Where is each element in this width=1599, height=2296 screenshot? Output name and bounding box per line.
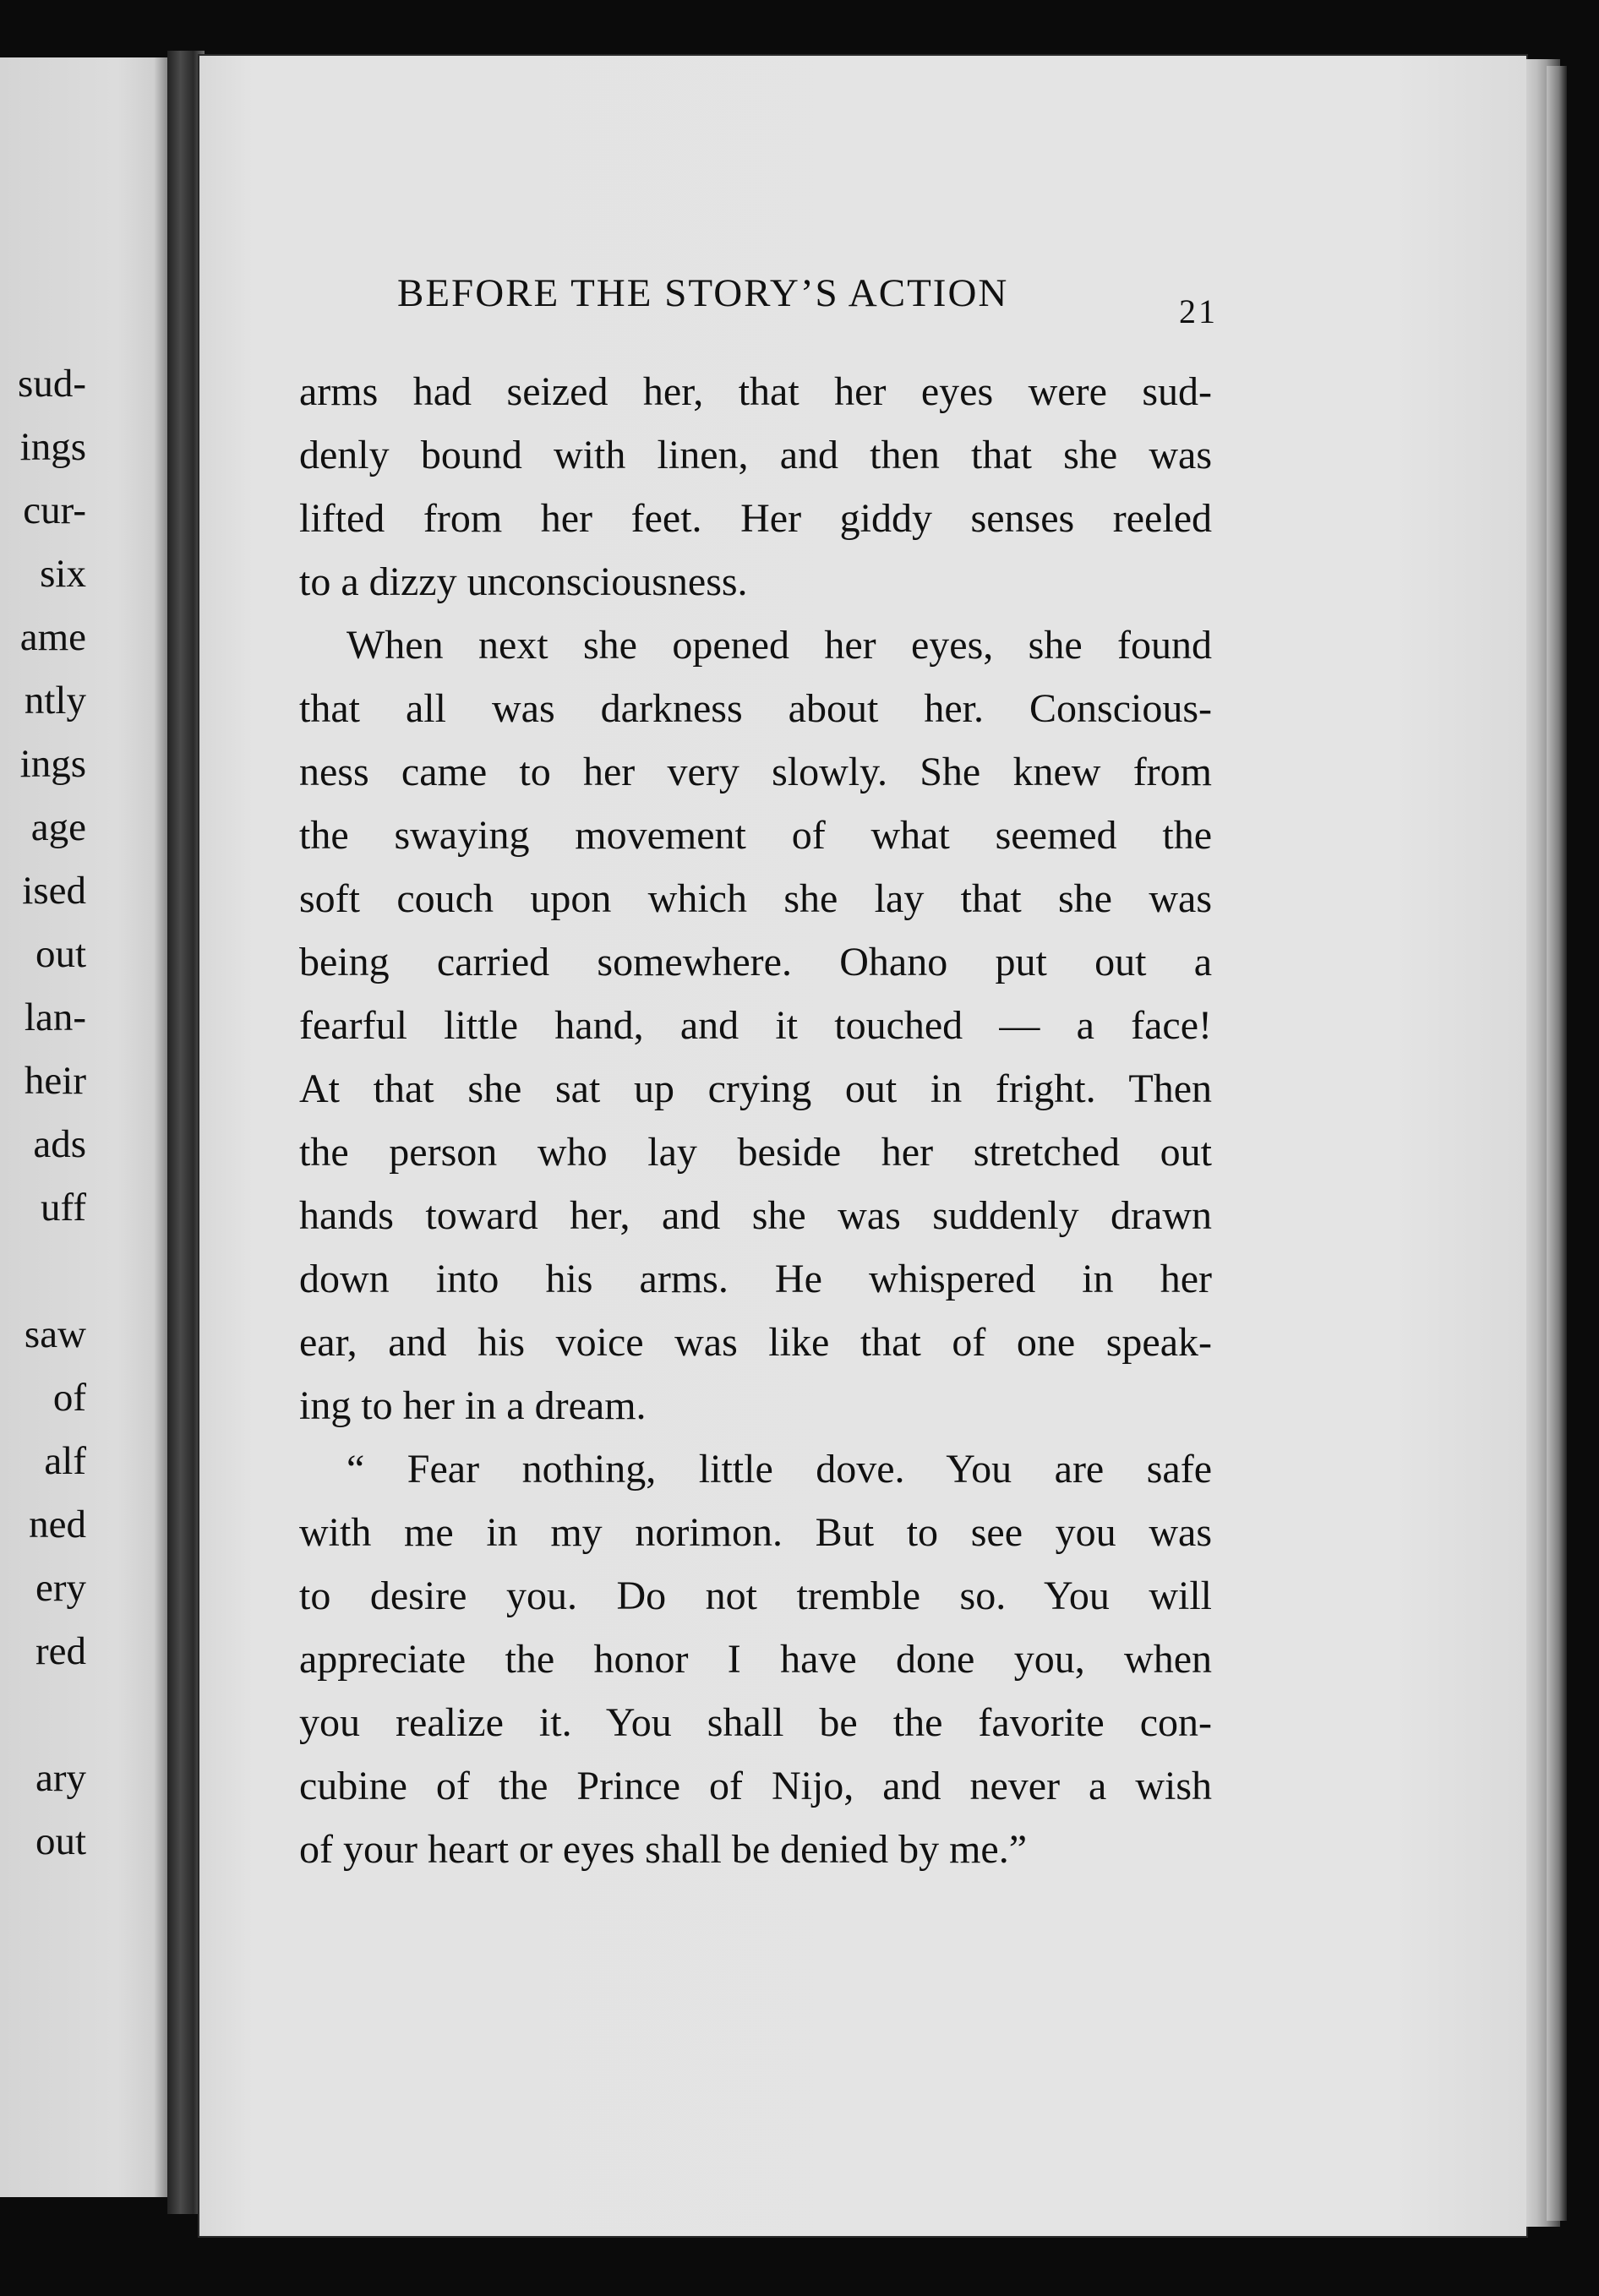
left-text-fragment: red (35, 1629, 86, 1673)
left-text-fragment: ings (19, 742, 86, 786)
text-line: fearful little hand, and it touched — a face! (299, 1003, 1212, 1048)
text-line: to desire you. Do not tremble so. You will (299, 1573, 1212, 1618)
left-text-fragment: ame (19, 615, 86, 659)
left-text-fragment: sud- (18, 362, 86, 406)
text-line: When next she opened her eyes, she found (347, 623, 1212, 668)
text-line: ing to her in a dream. (299, 1383, 647, 1428)
text-line: the swaying movement of what seemed the (299, 813, 1212, 858)
text-line: hands toward her, and she was suddenly drawn (299, 1193, 1212, 1238)
page-number: 21 (1179, 292, 1218, 330)
page-edge-shadow (1547, 66, 1567, 2221)
left-text-fragment: out (35, 932, 86, 976)
text-line: of your heart or eyes shall be denied by me.” (299, 1827, 1028, 1872)
left-text-fragment: saw (24, 1312, 86, 1356)
text-line: you realize it. You shall be the favorite con- (299, 1700, 1212, 1745)
text-line: the person who lay beside her stretched out (299, 1130, 1212, 1175)
body-text (299, 360, 1212, 1881)
text-line: appreciate the honor I have done you, when (299, 1637, 1212, 1682)
text-line: ness came to her very slowly. She knew from (299, 750, 1212, 794)
left-text-fragment: ised (22, 869, 86, 913)
left-text-fragment: uff (41, 1186, 86, 1230)
text-line: At that she sat up crying out in fright. Then (299, 1066, 1212, 1111)
left-text-fragment: ings (19, 425, 86, 469)
text-line: being carried somewhere. Ohano put out a (299, 940, 1212, 984)
left-text-fragment: alf (44, 1439, 86, 1483)
text-line: to a dizzy unconsciousness. (299, 559, 748, 604)
left-text-fragment: age (30, 805, 86, 849)
text-line: down into his arms. He whispered in her (299, 1257, 1212, 1301)
left-text-fragment: of (52, 1376, 86, 1420)
text-line: denly bound with linen, and then that she was (299, 433, 1212, 477)
left-text-fragment: lan- (24, 995, 86, 1039)
left-text-fragment: cur- (23, 488, 86, 532)
text-line: lifted from her feet. Her giddy senses reeled (299, 496, 1212, 541)
text-line: ear, and his voice was like that of one speak- (299, 1320, 1212, 1365)
left-text-fragment: out (35, 1819, 86, 1863)
left-text-fragment: ery (35, 1566, 86, 1610)
text-line: with me in my norimon. But to see you was (299, 1510, 1212, 1555)
text-line: soft couch upon which she lay that she was (299, 876, 1212, 921)
left-page-fragment (0, 57, 167, 2197)
text-line: “ Fear nothing, little dove. You are safe (347, 1447, 1212, 1492)
left-text-fragment: ads (33, 1122, 86, 1166)
left-text-fragment: six (40, 552, 86, 596)
text-line: arms had seized her, that her eyes were sud- (299, 369, 1212, 414)
left-text-fragment: heir (24, 1059, 86, 1103)
running-head: BEFORE THE STORY’S ACTION (397, 271, 1009, 315)
left-text-fragment: ned (29, 1502, 86, 1546)
left-text-fragment: ary (35, 1756, 86, 1800)
text-line: that all was darkness about her. Conscious- (299, 686, 1212, 731)
left-text-fragment: ntly (24, 679, 86, 723)
text-line: cubine of the Prince of Nijo, and never a wish (299, 1764, 1212, 1808)
